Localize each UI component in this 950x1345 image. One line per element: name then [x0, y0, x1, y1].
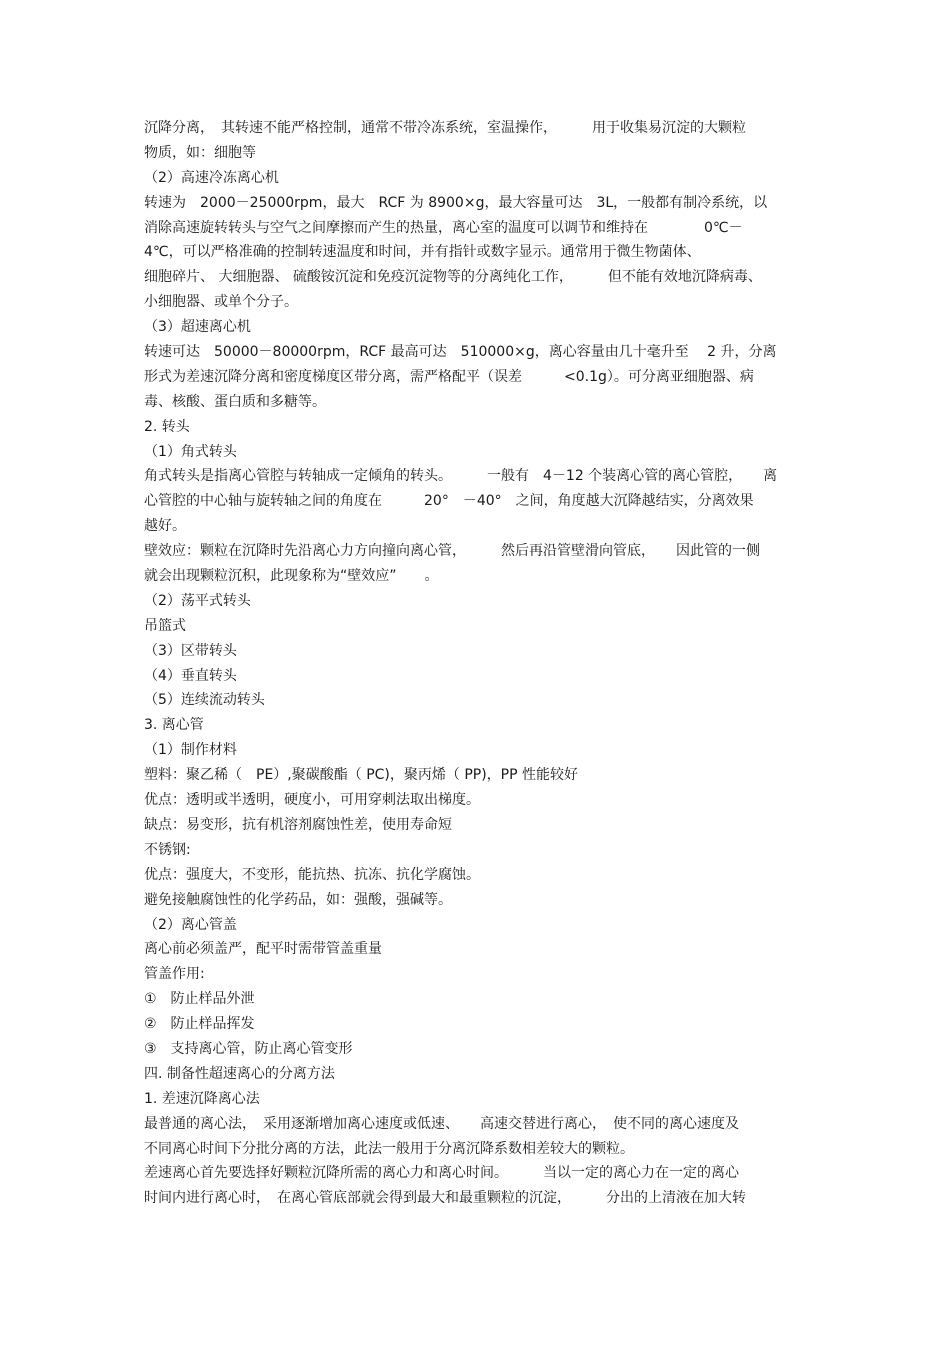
text-line: 不锈钢:: [144, 841, 191, 858]
text-line: 消除高速旋转转头与空气之间摩擦而产生的热量，离心室的温度可以调节和维持在 0℃－: [144, 219, 743, 236]
document-body: [144, 116, 809, 1211]
text-line: 吊篮式: [144, 617, 186, 634]
section-heading: 3. 离心管: [144, 717, 204, 734]
text-line: 物质，如：细胞等: [144, 144, 256, 161]
text-line: 优点：强度大，不变形，能抗热、抗冻、抗化学腐蚀。: [144, 866, 480, 883]
section-heading: （3）区带转头: [144, 642, 237, 659]
text-line: 4℃，可以严格准确的控制转速温度和时间，并有指针或数字显示。通常用于微生物菌体、: [144, 244, 701, 261]
text-line: 越好。: [144, 518, 186, 535]
text-line: 不同离心时间下分批分离的方法，此法一般用于分离沉降系数相差较大的颗粒。: [144, 1140, 634, 1157]
list-item: ② 防止样品挥发: [144, 1016, 255, 1033]
section-heading: （2）离心管盖: [144, 916, 237, 933]
text-line: 壁效应：颗粒在沉降时先沿离心力方向撞向离心管， 然后再沿管壁滑向管底， 因此管的一侧: [144, 543, 760, 560]
text-line: 离心前必须盖严，配平时需带管盖重量: [144, 941, 382, 958]
text-line: 最普通的离心法， 采用逐渐增加离心速度或低速、 高速交替进行离心， 使不同的离心速度及: [144, 1115, 739, 1132]
section-heading: 1. 差速沉降离心法: [144, 1090, 260, 1107]
text-line: 时间内进行离心时， 在离心管底部就会得到最大和最重颗粒的沉淀， 分出的上清液在加大转: [144, 1190, 746, 1207]
text-line: 转速可达 50000－80000rpm，RCF 最高可达 510000×g，离心容量由几十毫升至 2 升，分离: [144, 344, 777, 361]
section-heading: 2. 转头: [144, 418, 190, 435]
text-line: 转速为 2000－25000rpm，最大 RCF 为 8900×g，最大容量可达 3L，一般都有制冷系统，以: [144, 194, 768, 211]
text-line: 管盖作用:: [144, 966, 205, 983]
list-item: ① 防止样品外泄: [144, 991, 255, 1008]
section-heading: （1）制作材料: [144, 742, 237, 759]
section-heading: 四. 制备性超速离心的分离方法: [144, 1065, 335, 1082]
text-line: 缺点：易变形，抗有机溶剂腐蚀性差，使用寿命短: [144, 816, 452, 833]
text-line: 差速离心首先要选择好颗粒沉降所需的离心力和离心时间。 当以一定的离心力在一定的离心: [144, 1165, 739, 1182]
section-heading: （4）垂直转头: [144, 667, 237, 684]
text-line: 细胞碎片、 大细胞器、 硫酸铵沉淀和免疫沉淀物等的分离纯化工作， 但不能有效地沉降病毒、: [144, 269, 762, 286]
list-item: ③ 支持离心管，防止离心管变形: [144, 1040, 353, 1057]
text-line: 心管腔的中心轴与旋转轴之间的角度在 20° －40° 之间，角度越大沉降越结实，分离效果: [144, 493, 754, 510]
section-heading: （5）连续流动转头: [144, 692, 265, 709]
section-heading: （1）角式转头: [144, 443, 237, 460]
text-line: 角式转头是指离心管腔与转轴成一定倾角的转头。 一般有 4－12 个装离心管的离心管腔， 离: [144, 468, 778, 485]
text-line: 避免接触腐蚀性的化学药品，如：强酸，强碱等。: [144, 891, 452, 908]
text-line: 沉降分离， 其转速不能严格控制，通常不带冷冻系统，室温操作， 用于收集易沉淀的大颗粒: [144, 120, 746, 136]
text-line: 优点：透明或半透明，硬度小，可用穿刺法取出梯度。: [144, 792, 480, 809]
text-line: 就会出现颗粒沉积，此现象称为“壁效应” 。: [144, 568, 439, 585]
text-line: 小细胞器、或单个分子。: [144, 294, 298, 311]
section-heading: （2）高速冷冻离心机: [144, 169, 279, 186]
text-line: 塑料：聚乙稀（ PE）,聚碳酸酯（ PC)，聚丙烯（ PP)，PP 性能较好: [144, 767, 578, 784]
text-line: 形式为差速沉降分离和密度梯度区带分离，需严格配平（误差 <0.1g）。可分离亚细胞器、病: [144, 368, 754, 385]
text-line: 毒、核酸、蛋白质和多糖等。: [144, 393, 326, 410]
section-heading: （2）荡平式转头: [144, 592, 251, 609]
section-heading: （3）超速离心机: [144, 319, 251, 336]
